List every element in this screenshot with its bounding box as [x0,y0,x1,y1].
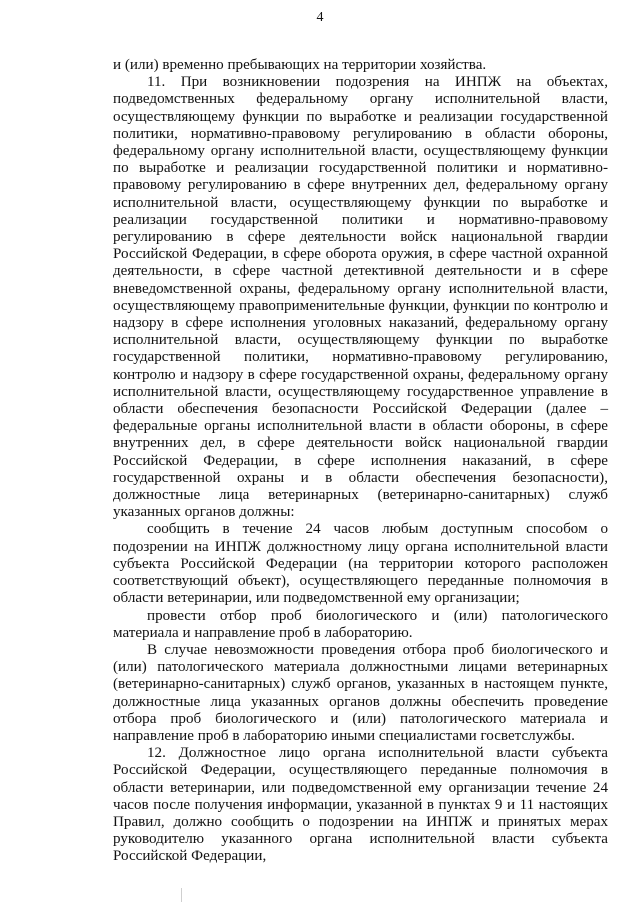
paragraph-sampling: провести отбор проб биологического и (или) патологического материала и направление проб в лабораторию. [113,607,608,641]
paragraph-report-within-24-hours: сообщить в течение 24 часов любым доступным способом о подозрении на ИНПЖ должностному лицу органа исполнительной власти субъекта Российской Федерации (на территории которого расположен соответствующий объект), осуществляющего переданные полномочия в области ветеринарии, или подведомственной ему организации; [113,521,608,607]
paragraph-item-12: 12. Должностное лицо органа исполнительной власти субъекта Российской Федерации, осуществляющего переданные полномочия в области ветеринарии, или подведомственной ему организации течение 24 часов после получения информации, указанной в пунктах 9 и 11 настоящих Правил, должно сообщить о подозрении на ИНПЖ и принятых мерах руководителю указанного органа исполнительной власти субъекта Российской Федерации, [113,745,608,865]
paragraph-item-11: 11. При возникновении подозрения на ИНПЖ на объектах, подведомственных федеральному органу исполнительной власти, осуществляющему функции по выработке и реализации государственной политики, нормативно-правовому регулированию в области обороны, федеральному органу исполнительной власти, осуществляющему функции по выработке и реализации государственной политики и нормативно-правовому регулированию в сфере внутренних дел, федеральному органу исполнительной власти, осуществляющему функции по выработке и реализации государственной политики и нормативно-правовому регулированию в сфере деятельности войск национальной гвардии Российской Федерации, в сфере оборота оружия, в сфере частной охранной деятельности, в сфере частной детективной деятельности и в сфере вневедомственной охраны, федеральному органу исполнительной власти, осуществляющему правоприменительные функции, функции по контролю и надзору в сфере исполнения уголовных наказаний, федеральному органу исполнительной власти, осуществляющему функции по выработке государственной политики, нормативно-правовому регулированию, контролю и надзору в сфере государственной охраны, федеральному органу исполнительной власти, осуществляющему государственное управление в области обеспечения безопасности Российской Федерации (далее – федеральные органы исполнительной власти в области обороны, в сфере внутренних дел, в сфере деятельности войск национальной гвардии Российской Федерации, в сфере исполнения наказаний, в сфере государственной охраны и в области обеспечения безопасности), должностные лица ветеринарных (ветеринарно-санитарных) служб указанных органов должны: [113,74,608,521]
paragraph-continuation: и (или) временно пребывающих на территории хозяйства. [113,57,487,73]
paragraph-sampling-impossible: В случае невозможности проведения отбора проб биологического и (или) патологического материала должностными лицами ветеринарных (ветеринарно-санитарных) служб органов, указанных в настоящем пункте, должностные лица указанных органов должны обеспечить проведение отбора проб биологического и (или) патологического материала и направление проб в лабораторию иными специалистами госветслужбы. [113,641,608,744]
document-body [113,57,608,866]
scan-artifact-line [181,888,182,902]
page-number: 4 [316,10,324,25]
